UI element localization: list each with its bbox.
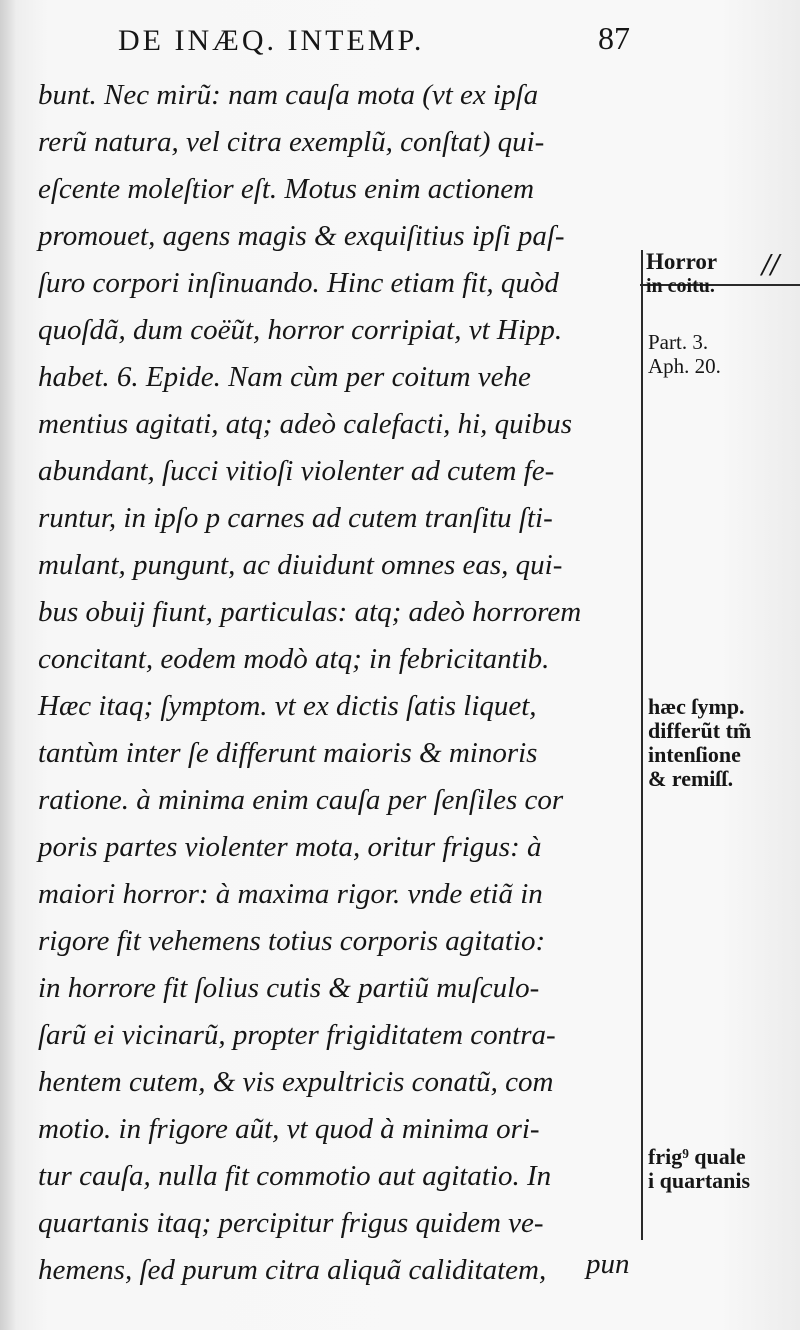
text-line: eſcente moleſtior eſt. Motus enim actionem	[38, 173, 535, 205]
text-line: ſuro corpori inſinuando. Hinc etiam fit, quòd	[38, 267, 559, 299]
page-number: 87	[598, 20, 630, 56]
margin-note-line: in coitu.	[646, 275, 715, 297]
text-line: mentius agitati, atq; adeò calefacti, hi, quibus	[38, 408, 573, 440]
text-line: ratione. à minima enim cauſa per ſenſiles cor	[38, 784, 564, 816]
margin-note-line: intenſione	[648, 742, 741, 767]
margin-note-line: frig⁹ quale	[648, 1144, 746, 1169]
text-line: bus obuij fiunt, particulas: atq; adeò horrorem	[38, 596, 582, 628]
margin-note-line: i quartanis	[648, 1168, 751, 1193]
margin-note-line: Part. 3.	[648, 330, 709, 354]
margin-note-line: & remiſſ.	[648, 766, 734, 791]
text-line: rerũ natura, vel citra exemplũ, conſtat) qui-	[38, 126, 545, 158]
text-line: hentem cutem, & vis expultricis conatũ, com	[38, 1066, 554, 1098]
margin-note-horror	[646, 250, 717, 298]
text-line: tur cauſa, nulla fit commotio aut agitatio. In	[38, 1160, 552, 1192]
margin-note-line: differũt tm̃	[648, 718, 752, 743]
text-line: rigore fit vehemens totius corporis agitatio:	[38, 925, 546, 957]
margin-note-line: Aph. 20.	[648, 354, 721, 378]
margin-tick-mark: //	[762, 250, 780, 280]
text-line: mulant, pungunt, ac diuidunt omnes eas, qui-	[38, 549, 563, 581]
margin-note-line: hæc ſymp.	[648, 694, 745, 719]
margin-note-reference	[648, 330, 721, 378]
text-line: ſarũ ei vicinarũ, propter frigiditatem contra-	[38, 1019, 556, 1051]
text-line: concitant, eodem modò atq; in febricitantib.	[38, 643, 550, 675]
text-line: poris partes violenter mota, oritur frigus: à	[38, 831, 542, 863]
gutter-shadow	[0, 0, 16, 1330]
text-line: quoſdã, dum coëũt, horror corripiat, vt Hipp.	[38, 314, 563, 346]
text-line: maiori horror: à maxima rigor. vnde etiã in	[38, 878, 543, 910]
body-text	[38, 72, 638, 1294]
text-line: hemens, ſed purum citra aliquã caliditatem,	[38, 1254, 547, 1286]
text-line: promouet, agens magis & exquiſitius ipſi paſ-	[38, 220, 565, 252]
text-line: tantùm inter ſe differunt maioris & minoris	[38, 737, 538, 769]
text-line: habet. 6. Epide. Nam cùm per coitum vehe	[38, 361, 531, 393]
margin-note-line: Horror	[646, 249, 718, 274]
running-head: DE INÆQ. INTEMP.	[118, 24, 425, 57]
catchword: pun	[586, 1248, 630, 1280]
text-line: motio. in frigore aũt, vt quod à minima ori-	[38, 1113, 540, 1145]
text-line: bunt. Nec mirũ: nam cauſa mota (vt ex ipſa	[38, 79, 539, 111]
margin-note-haec-symp	[648, 695, 751, 791]
text-line: Hæc itaq; ſymptom. vt ex dictis ſatis liquet,	[38, 690, 537, 722]
margin-note-frigus	[648, 1145, 750, 1193]
text-line: in horrore fit ſolius cutis & partiũ muſculo-	[38, 972, 540, 1004]
margin-rule	[641, 250, 643, 1240]
text-line: abundant, ſucci vitioſi violenter ad cutem fe-	[38, 455, 555, 487]
text-line: quartanis itaq; percipitur frigus quidem ve-	[38, 1207, 544, 1239]
text-line: runtur, in ipſo p carnes ad cutem tranſitu ſti-	[38, 502, 553, 534]
